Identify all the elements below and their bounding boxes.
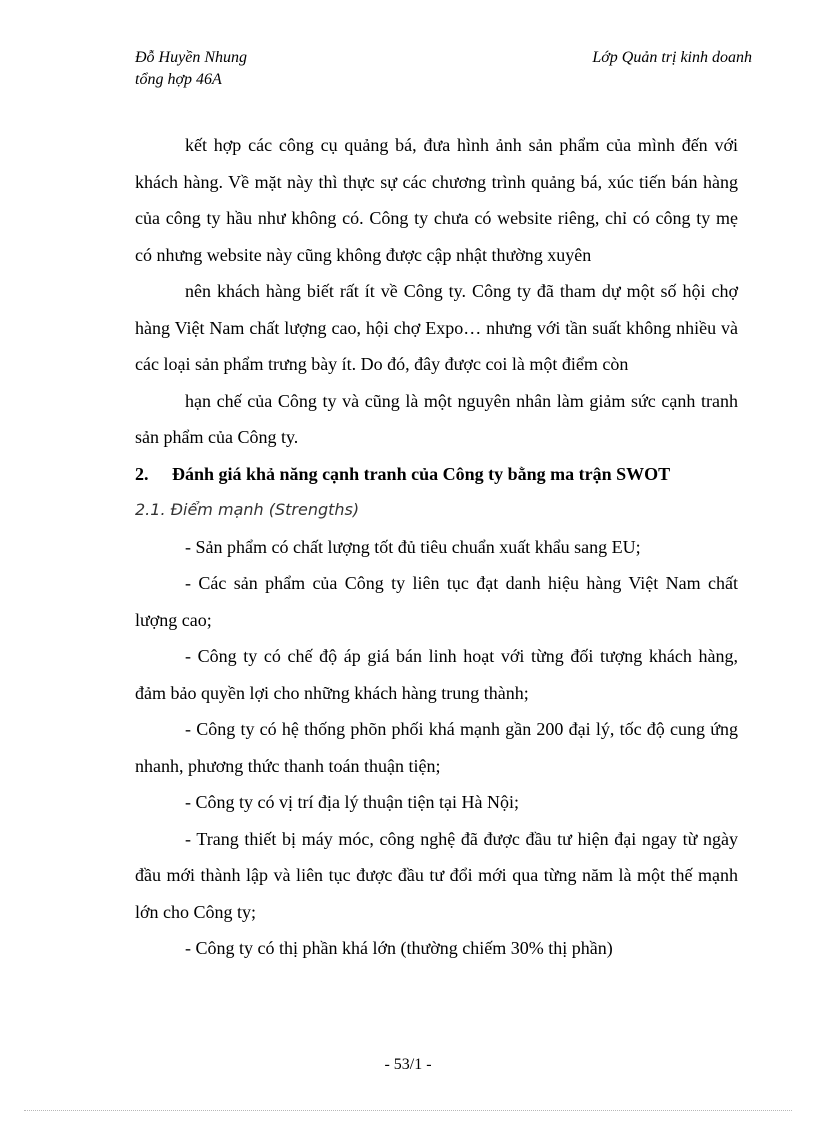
section-heading [135,456,738,493]
strength-item: - Trang thiết bị máy móc, công nghệ đã được đầu tư hiện đại ngay từ ngày đầu mới thành lập và liên tục được đầu tư đổi mới qua từng năm là một thế mạnh lớn cho Công ty; [135,828,738,922]
page-number: - 53/1 - [384,1056,432,1073]
strength-item: - Sản phẩm có chất lượng tốt đủ tiêu chuẩn xuất khẩu sang EU; [185,536,641,557]
strength-item: - Các sản phẩm của Công ty liên tục đạt danh hiệu hàng Việt Nam chất lượng cao; [135,573,738,630]
document-body [135,127,738,967]
header-author-block [135,47,247,91]
page-bottom-divider [24,1110,792,1111]
strength-item: - Công ty có thị phần khá lớn (thường chiếm 30% thị phần) [185,938,613,958]
section-number: 2. [135,463,149,484]
paragraph-1: kết hợp các công cụ quảng bá, đưa hình ảnh sản phẩm của mình đến với khách hàng. Về mặt này thì thực sự các chương trình quảng bá, xúc tiến bán hàng của công ty hầu như không có. Công ty chưa có website riêng, chỉ có công ty mẹ có nhưng website này cũng không được cập nhật thường xuyên [135,135,738,265]
strength-item: - Công ty có chế độ áp giá bán linh hoạt với từng đối tượng khách hàng, đảm bảo quyền lợi cho những khách hàng trung thành; [135,646,738,703]
header-department: Lớp Quản trị kinh doanh [592,49,752,66]
header-author: Đỗ Huyền Nhung [135,49,247,66]
paragraph-2: nên khách hàng biết rất ít về Công ty. Công ty đã tham dự một số hội chợ hàng Việt Nam chất lượng cao, hội chợ Expo… nhưng với tần suất không nhiều và các loại sản phẩm trưng bày ít. Do đó, đây được coi là một điểm còn [135,281,738,374]
section-title: Đánh giá khả năng cạnh tranh của Công ty bằng ma trận SWOT [172,463,671,484]
strength-item: - Công ty có vị trí địa lý thuận tiện tại Hà Nội; [185,792,519,812]
subsection-heading: 2.1. Điểm mạnh (Strengths) [135,500,360,519]
paragraph-3: hạn chế của Công ty và cũng là một nguyên nhân làm giảm sức cạnh tranh sản phẩm của Công ty. [135,390,738,447]
strength-item: - Công ty có hệ thống phõn phối khá mạnh gần 200 đại lý, tốc độ cung ứng nhanh, phương thức thanh toán thuận tiện; [135,719,738,776]
header-class: tổng hợp 46A [135,71,222,88]
